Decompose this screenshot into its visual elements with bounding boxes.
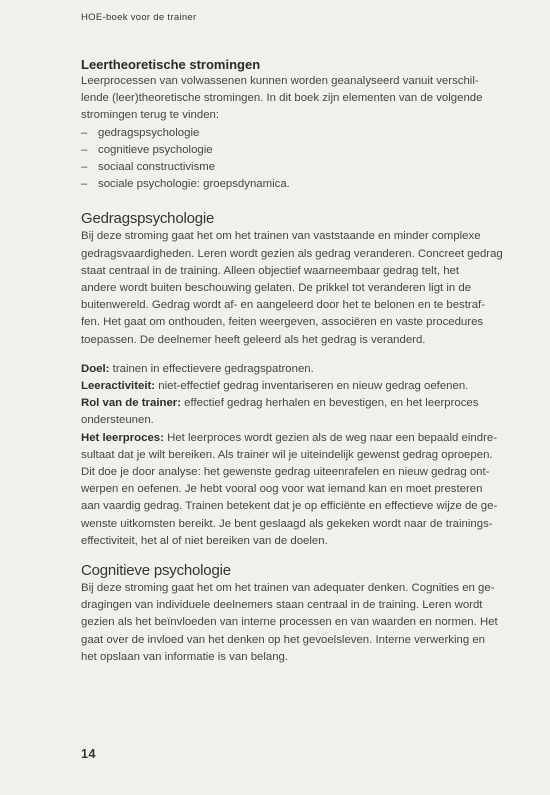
text-line: lende (leer)theoretische stromingen. In dit boek zijn elementen van de volgende [81, 92, 483, 105]
section-heading-leertheoretische-stromingen: Leertheoretische stromingen [81, 57, 261, 72]
section2-paragraph [81, 228, 517, 348]
text-line: stromingen terug te vinden: [81, 109, 220, 122]
text-line: staat centraal in de training. Alleen objectief waarneembaar gedrag telt, het [81, 264, 460, 277]
list-item: – gedragspsychologie [81, 125, 517, 142]
text-line: sultaat dat je wilt bereiken. Als trainer wil je uiteindelijk gewenst gedrag oproepen. [81, 448, 493, 461]
leeractiviteit-label: Leeractiviteit: [81, 380, 156, 393]
section-heading-cognitieve-psychologie: Cognitieve psychologie [81, 562, 231, 580]
text-line: werpen en oefenen. Je hebt vooral oog voor wat iemand kan en moet presteren [81, 483, 483, 496]
list-item: – cognitieve psychologie [81, 142, 517, 159]
leerproces-text: Het leerproces wordt gezien als de weg naar een bepaald eindre- [163, 431, 498, 444]
text-line: buitenwereld. Gedrag wordt af- en aangeleerd door het te belonen en te bestraf- [81, 299, 486, 312]
text-line: gaat over de invloed van het denken op het gevoelsleven. Interne verwerking en [81, 633, 486, 646]
text-line: gezien als het beïnvloeden van interne processen en van waarden en normen. Het [81, 616, 498, 629]
text-line: Bij deze stroming gaat het om het trainen van vaststaande en minder complexe [81, 230, 481, 243]
rol-paragraph [81, 395, 517, 429]
text-line: toepassen. De deelnemer heeft geleerd als het gedrag is veranderd. [81, 333, 426, 346]
rol-text: ondersteunen. [81, 414, 154, 427]
text-line: gedragsvaardigheden. Leren wordt gezien als gedrag veranderen. Concreet gedrag [81, 247, 503, 260]
leeractiviteit-paragraph [81, 378, 517, 395]
text-line: Bij deze stroming gaat het om het trainen van adequater denken. Cognities en ge- [81, 582, 495, 595]
running-header: HOE-boek voor de trainer [81, 12, 197, 23]
list-item: – sociaal constructivisme [81, 159, 517, 176]
section1-paragraph [81, 73, 517, 125]
text-line: wenste uitkomsten bereikt. Je bent geslaagd als gekeken wordt naar de trainings- [81, 517, 493, 530]
doel-label: Doel: [81, 362, 110, 375]
text-line: andere wordt buiten beschouwing gelaten. De prikkel tot veranderen ligt in de [81, 282, 472, 295]
text-line: aan vaardig gedrag. Trainen betekent dat je op efficiënte en effectieve wijze de ge- [81, 500, 498, 513]
text-line: het opslaan van informatie is van belang. [81, 650, 289, 663]
leerproces-label: Het leerproces: [81, 431, 164, 444]
text-line: effectiviteit, het al of niet bereiken van de doelen. [81, 534, 328, 547]
text-line: fen. Het gaat om onthouden, feiten weergeven, associëren en vaste procedures [81, 316, 484, 329]
leeractiviteit-text: niet-effectief gedrag inventariseren en nieuw gedrag oefenen. [155, 380, 469, 393]
list-item: – sociale psychologie: groepsdynamica. [81, 176, 517, 193]
doel-paragraph [81, 361, 517, 378]
rol-label: Rol van de trainer: [81, 397, 182, 410]
rol-text: effectief gedrag herhalen en bevestigen, en het leerproces [181, 397, 479, 410]
doel-text: trainen in effectievere gedragspatronen. [109, 362, 314, 375]
text-line: dragingen van individuele deelnemers staan centraal in de training. Leren wordt [81, 599, 483, 612]
section-heading-gedragspsychologie: Gedragspsychologie [81, 210, 215, 228]
page-number: 14 [81, 747, 96, 761]
leerproces-paragraph [81, 430, 517, 550]
stromingen-list [81, 125, 517, 194]
text-line: Dit doe je door analyse: het gewenste gedrag uiteenrafelen en nieuw gedrag ont- [81, 466, 490, 479]
page-content [81, 56, 517, 666]
section3-paragraph [81, 580, 517, 666]
text-line: Leerprocessen van volwassenen kunnen worden geanalyseerd vanuit verschil- [81, 75, 479, 87]
